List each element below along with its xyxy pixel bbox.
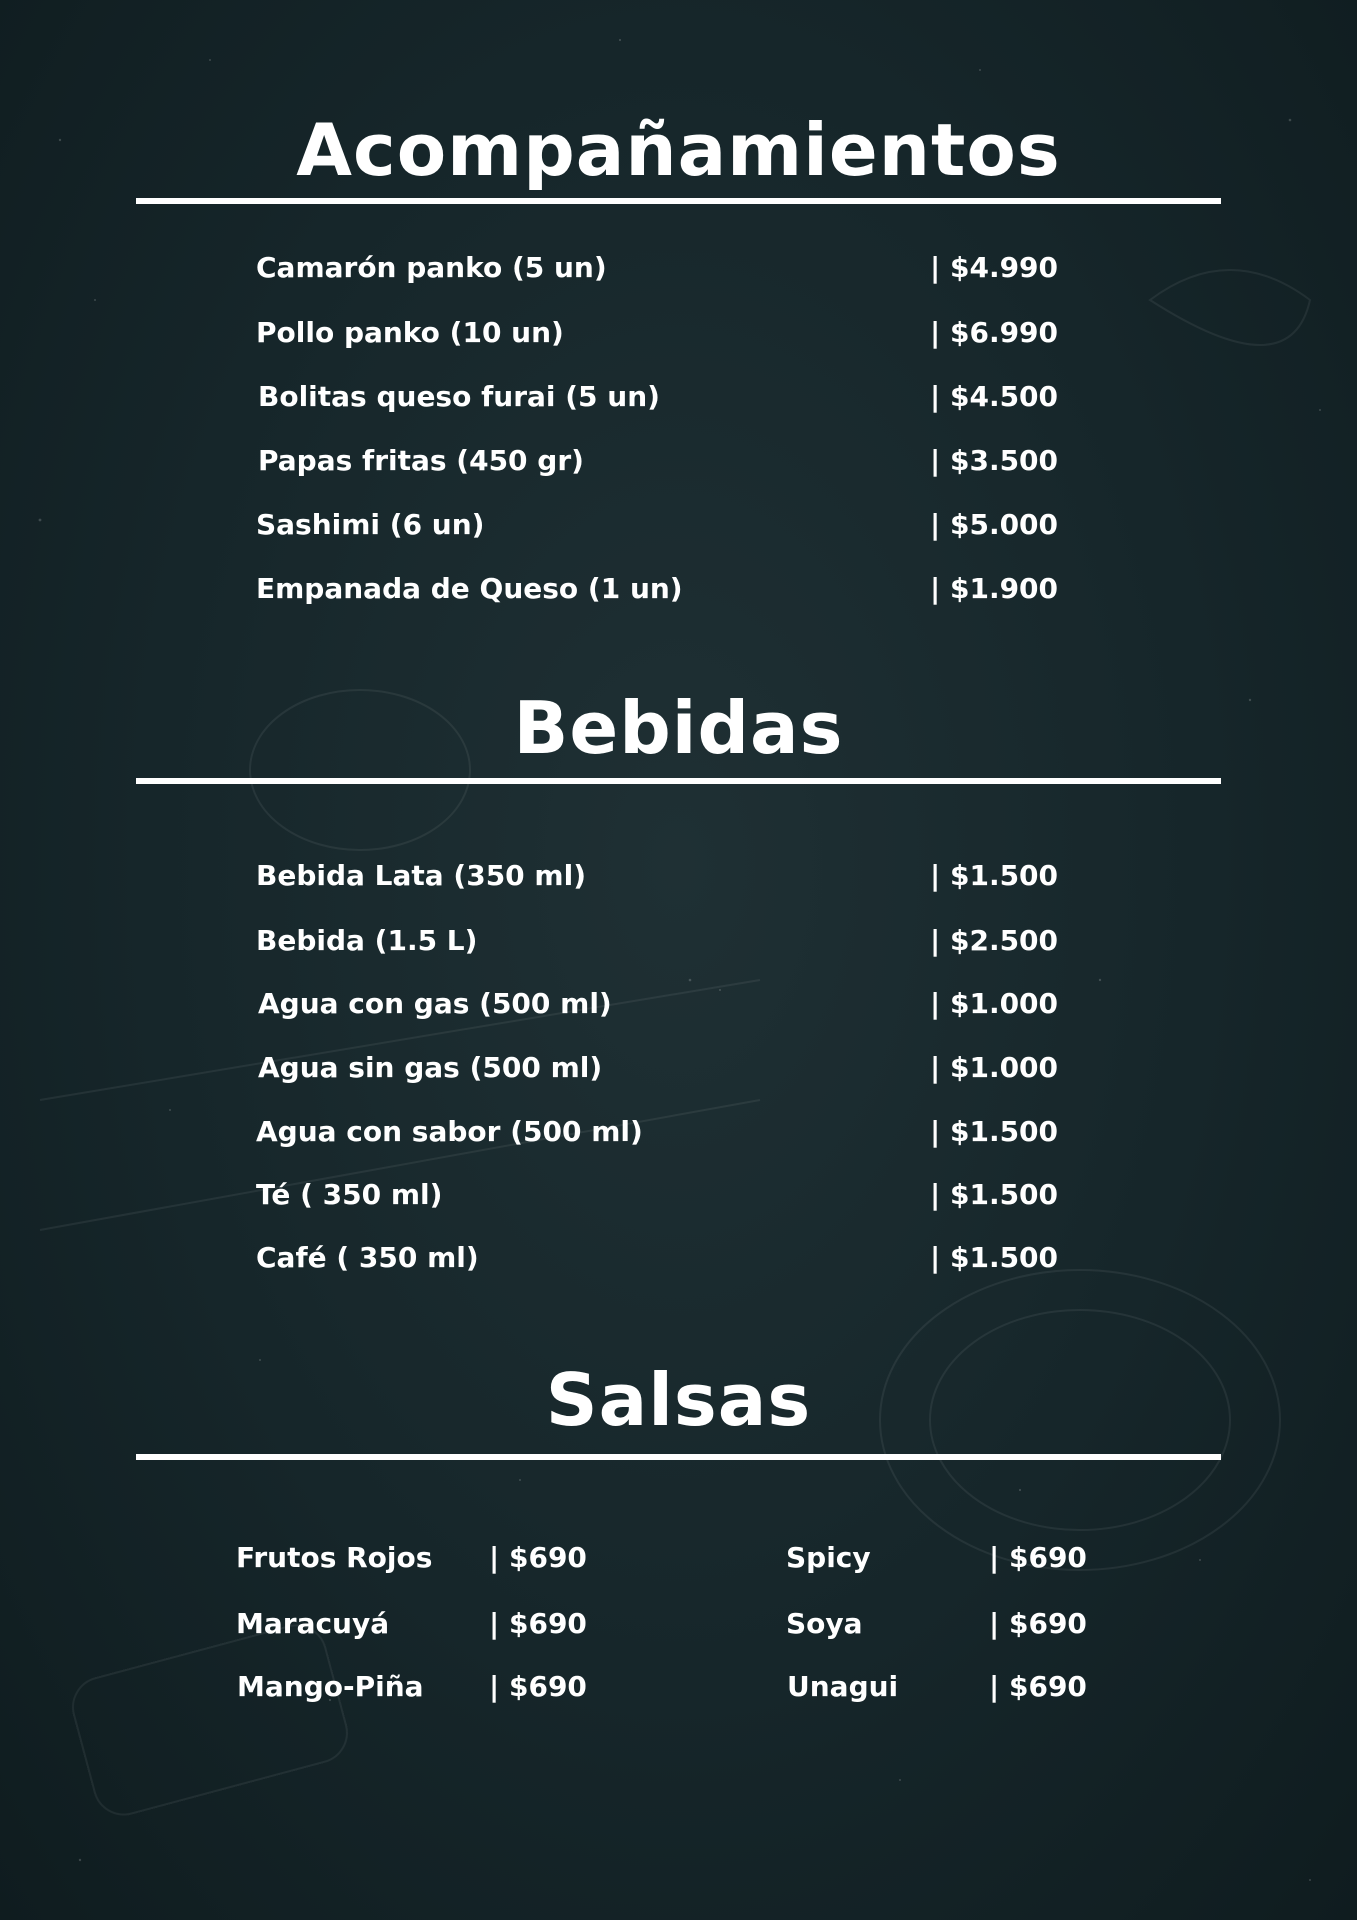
sauce-name: Spicy <box>786 1541 871 1574</box>
sauce-price: | $690 <box>489 1541 587 1574</box>
section-divider <box>136 198 1221 204</box>
sauce-price: | $690 <box>489 1670 587 1703</box>
item-price: | $4.500 <box>930 380 1059 413</box>
sauce-name: Mango-Piña <box>237 1670 424 1703</box>
section-divider <box>136 778 1221 784</box>
item-name: Pollo panko (10 un) <box>256 316 564 349</box>
item-name: Empanada de Queso (1 un) <box>256 572 683 605</box>
sauce-name: Frutos Rojos <box>236 1541 433 1574</box>
sauce-price: | $690 <box>989 1607 1087 1640</box>
section-title-sides: Acompañamientos <box>296 108 1061 192</box>
item-price: | $1.500 <box>930 1178 1059 1211</box>
item-name: Agua sin gas (500 ml) <box>258 1051 603 1084</box>
sauce-price: | $690 <box>489 1607 587 1640</box>
item-name: Bolitas queso furai (5 un) <box>258 380 660 413</box>
sauce-name: Unagui <box>787 1670 899 1703</box>
item-price: | $1.500 <box>930 859 1059 892</box>
item-name: Papas fritas (450 gr) <box>258 444 584 477</box>
item-price: | $4.990 <box>930 251 1059 284</box>
item-name: Té ( 350 ml) <box>256 1178 443 1211</box>
item-name: Café ( 350 ml) <box>256 1241 479 1274</box>
item-price: | $1.500 <box>930 1241 1059 1274</box>
item-name: Agua con gas (500 ml) <box>258 987 612 1020</box>
section-title-drinks: Bebidas <box>513 686 844 770</box>
item-name: Bebida Lata (350 ml) <box>256 859 586 892</box>
section-title-sauces: Salsas <box>545 1358 812 1442</box>
item-price: | $1.000 <box>930 1051 1059 1084</box>
item-price: | $1.900 <box>930 572 1059 605</box>
item-name: Agua con sabor (500 ml) <box>256 1115 643 1148</box>
item-price: | $3.500 <box>930 444 1059 477</box>
sauce-price: | $690 <box>989 1670 1087 1703</box>
item-name: Camarón panko (5 un) <box>256 251 607 284</box>
item-price: | $1.000 <box>930 987 1059 1020</box>
item-name: Sashimi (6 un) <box>256 508 485 541</box>
sauce-name: Soya <box>786 1607 863 1640</box>
item-name: Bebida (1.5 L) <box>256 924 478 957</box>
sauce-name: Maracuyá <box>236 1607 390 1640</box>
item-price: | $5.000 <box>930 508 1059 541</box>
sauce-price: | $690 <box>989 1541 1087 1574</box>
item-price: | $2.500 <box>930 924 1059 957</box>
item-price: | $6.990 <box>930 316 1059 349</box>
section-divider <box>136 1454 1221 1460</box>
item-price: | $1.500 <box>930 1115 1059 1148</box>
